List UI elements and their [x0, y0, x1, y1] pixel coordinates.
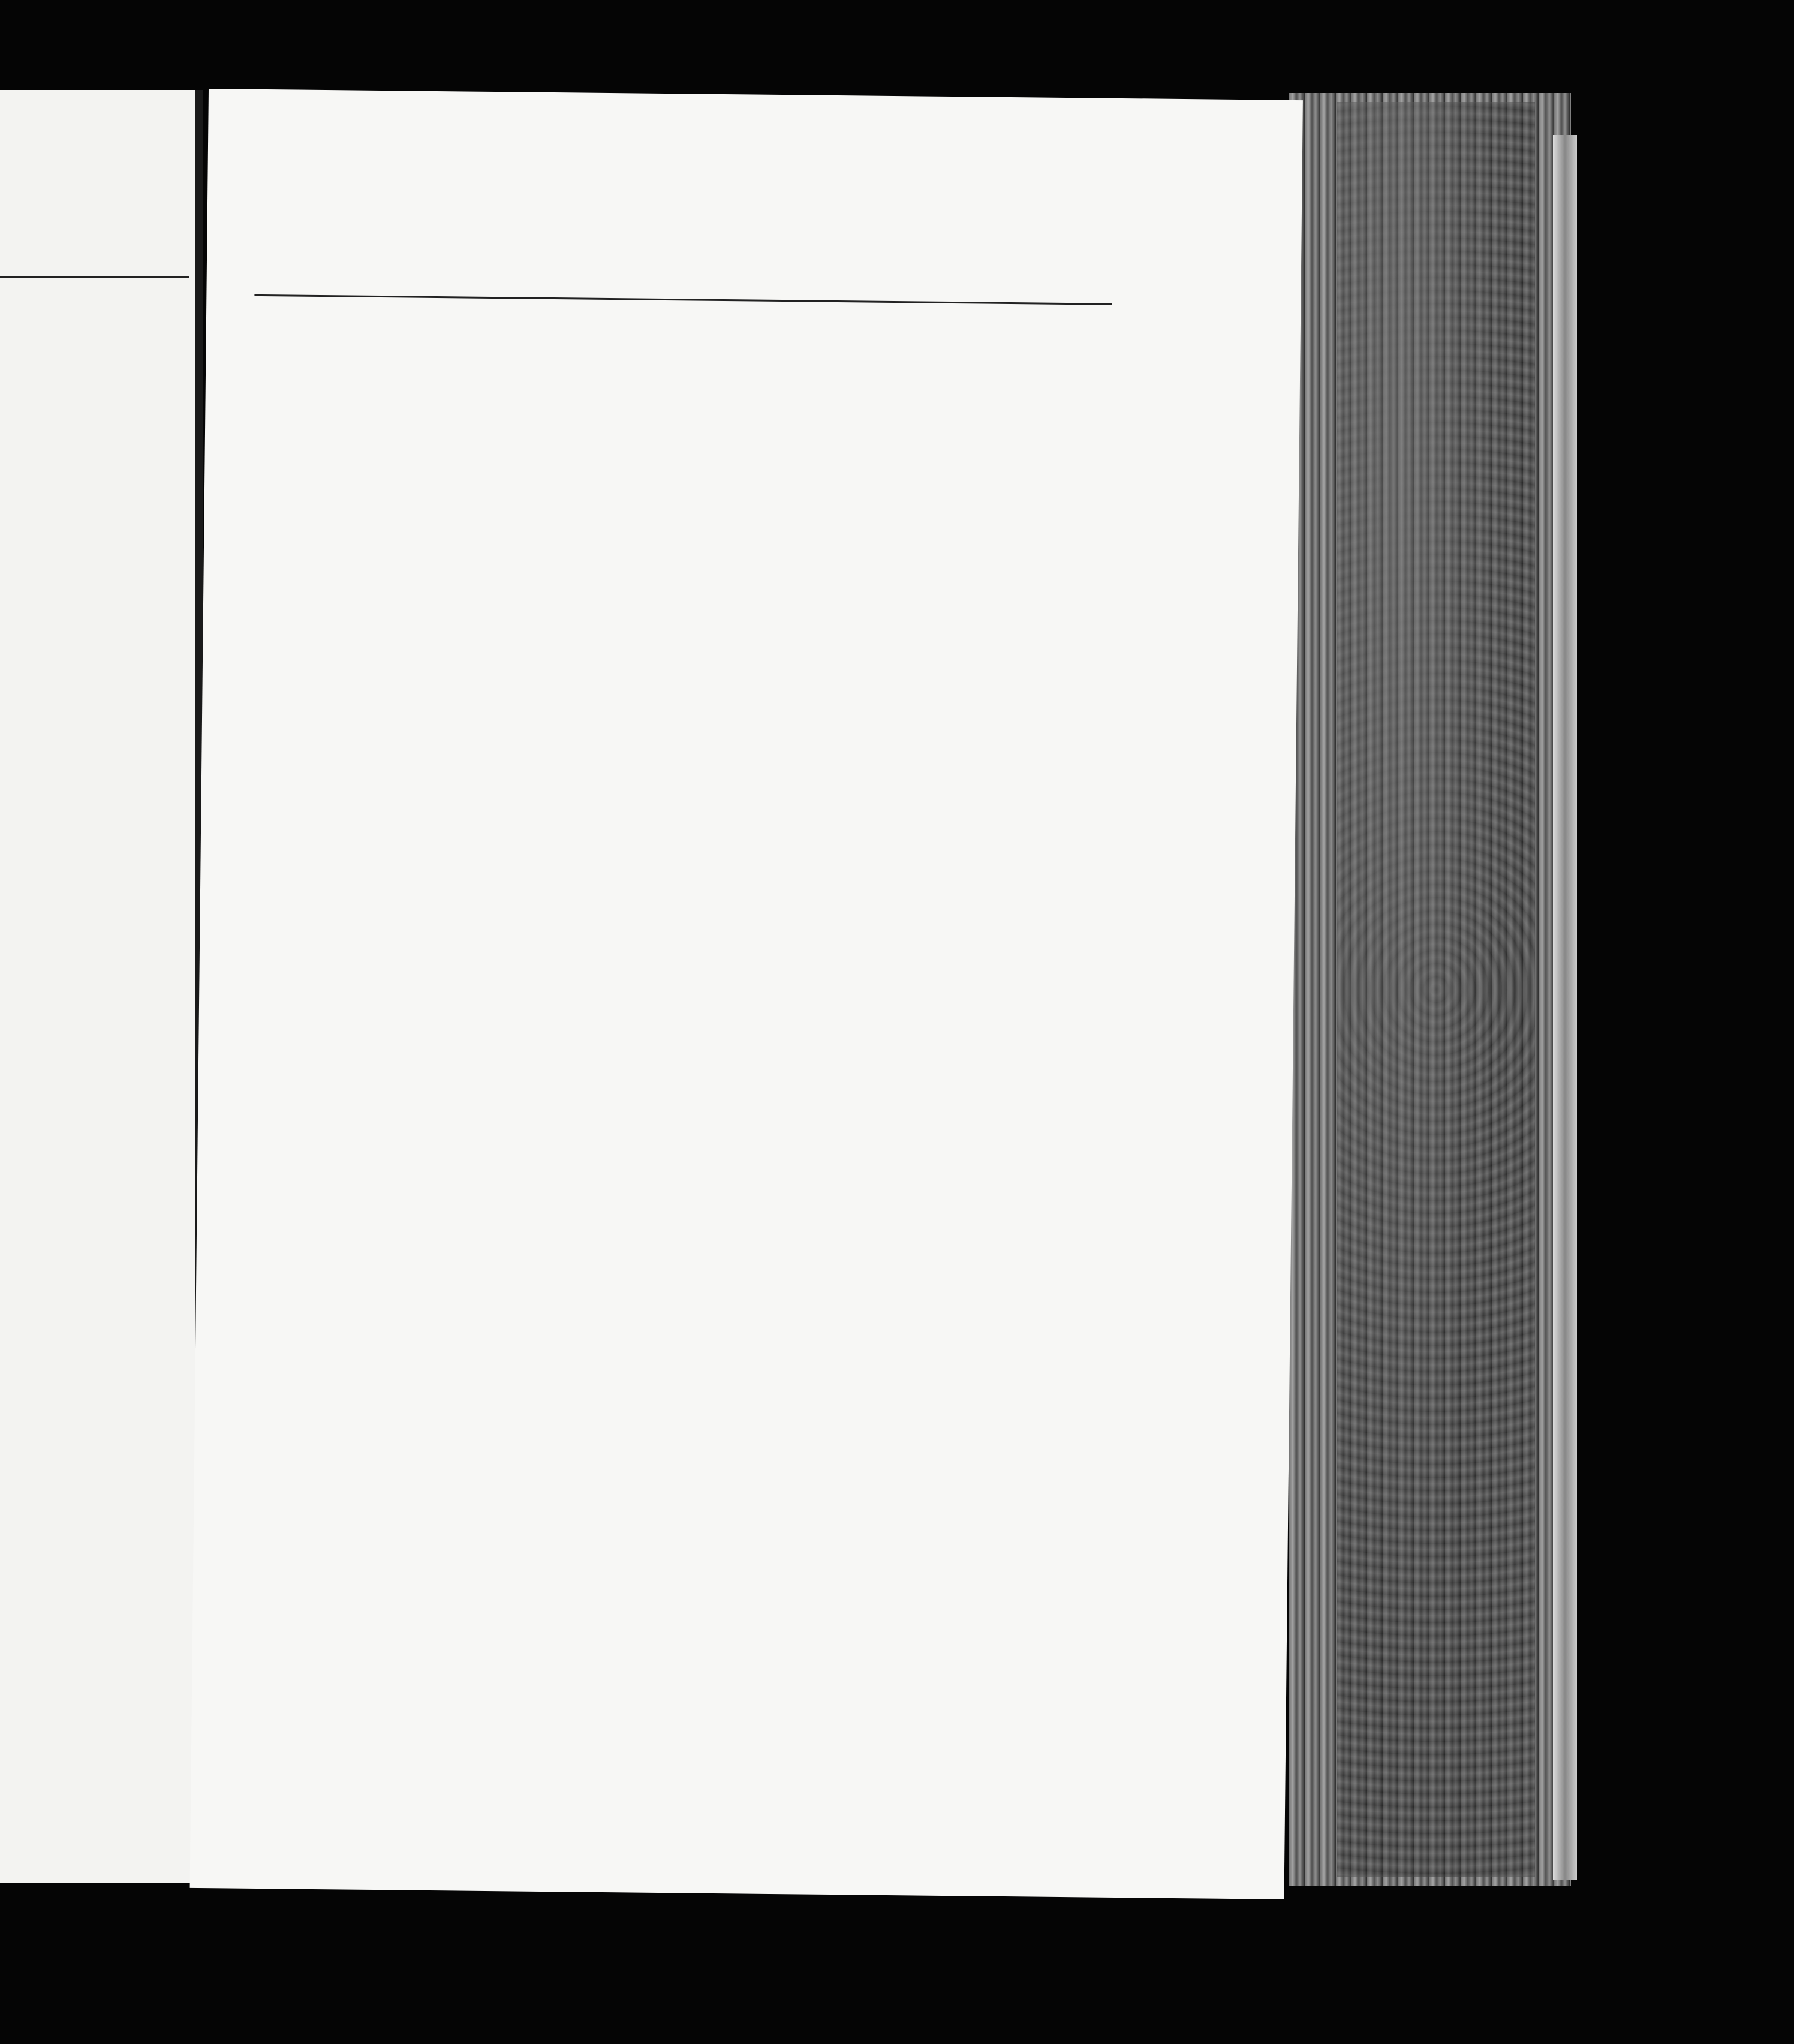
header-rule	[254, 294, 1112, 305]
running-head	[255, 244, 1302, 297]
minister-list	[254, 320, 1118, 329]
left-page-rule	[0, 276, 189, 278]
book-back-edge	[1553, 135, 1577, 1880]
marbled-edge	[1337, 102, 1535, 1877]
facing-page-left	[0, 90, 203, 1883]
main-page	[190, 89, 1303, 1899]
